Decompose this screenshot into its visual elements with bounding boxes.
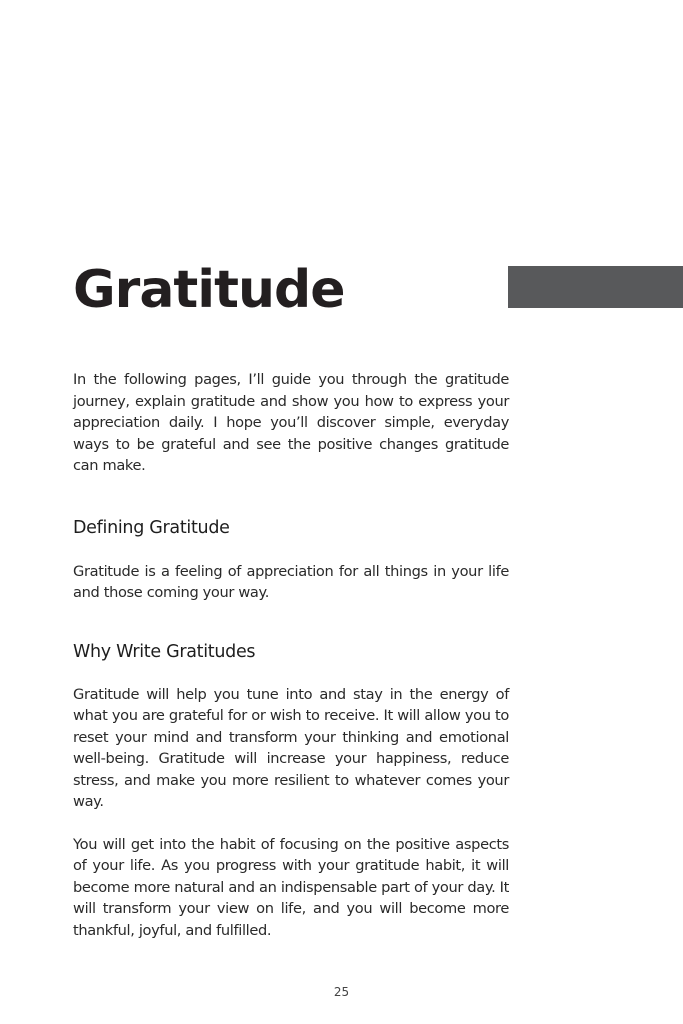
- section-heading-defining-gratitude: Defining Gratitude: [73, 517, 230, 538]
- page-title: Gratitude: [73, 260, 345, 320]
- section-heading-why-write-gratitudes: Why Write Gratitudes: [73, 641, 256, 662]
- defining-gratitude-paragraph: Gratitude is a feeling of appreciation for all things in your life and those coming your way.: [73, 562, 509, 601]
- why-write-paragraph-2: You will get into the habit of focusing on the positive aspects of your life. As you progress with your gratitude habit, it will become more natural and an indispensable part of your day. It will transform your view on life, and you will become more thankful, joyful, and fulfilled.: [73, 835, 509, 939]
- intro-paragraph: In the following pages, I’ll guide you through the gratitude journey, explain gratitude and show you how to express your appreciation daily. I hope you’ll discover simple, everyday ways to be grateful and see the positive changes gratitude can make.: [73, 371, 509, 474]
- page-content: [73, 369, 509, 941]
- page-number: 25: [333, 985, 350, 999]
- title-accent-bar: [508, 266, 683, 308]
- why-write-paragraph-1: Gratitude will help you tune into and stay in the energy of what you are grateful for or wish to receive. It will allow you to reset your mind and transform your thinking and emotional well-being. Gratitude will increase your happiness, reduce stress, and make you more resilient to whatever comes your way.: [73, 685, 509, 810]
